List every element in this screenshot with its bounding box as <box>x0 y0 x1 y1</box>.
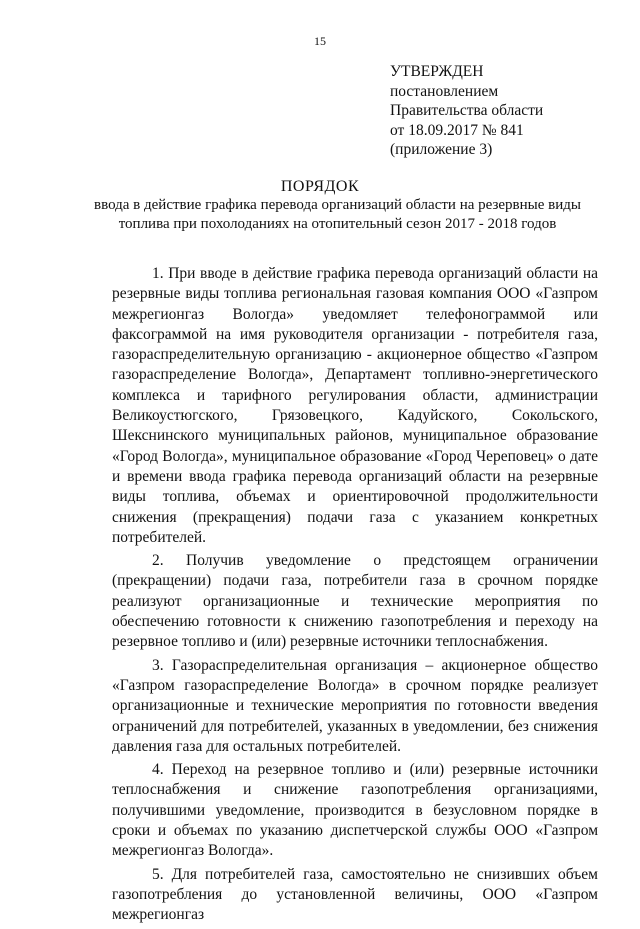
approval-line-government: Правительства области <box>390 102 544 119</box>
approval-line-date: от 18.09.2017 № 841 <box>390 121 524 139</box>
page-number: 15 <box>314 34 326 48</box>
approval-heading: УТВЕРЖДЕН <box>390 63 484 80</box>
paragraph-1: 1. При вводе в действие графика перевода организаций области на резервные виды топлива региональная газовая компания ООО «Газпром межрегионгаз Вологда» уведомляет телефонограммой или факсограммой на имя руководителя организации - потребителя газа, газораспределительную организацию - акционерное общество «Газпром газораспределение Вологда», Департамент топливно-энергетического комплекса и тарифного регулирования области, администрации Великоустюгского, Грязовецкого, Кадуйского, Сокольского, Шекснинского муниципальных районов, муниципальное образование «Город Вологда», муниципальное образование «Город Череповец» о дате и времени ввода графика перевода организаций области на резервные виды топлива, объемах и ориентировочной продолжительности снижения (прекращения) подачи газа с указанием конкретных потребителей. <box>112 265 598 546</box>
paragraph-4: 4. Переход на резервное топливо и (или) резервные источники теплоснабжения и снижение газопотребления организациями, получившими уведомление, производится в безусловном порядке в сроки и объемах по указанию диспетчерской службы ООО «Газпром межрегионгаз Вологда». <box>112 761 598 860</box>
approval-line-resolution: постановлением <box>390 82 499 100</box>
document-body <box>112 264 598 929</box>
paragraph-2: 2. Получив уведомление о предстоящем ограничении (прекращении) подачи газа, потребители газа в срочном порядке реализуют организационные и технические мероприятия по обеспечению готовности к снижению газопотребления и переходу на резервное топливо и (или) резервные источники теплоснабжения. <box>112 552 598 651</box>
approval-line-appendix: (приложение 3) <box>390 141 493 158</box>
paragraph-3: 3. Газораспределительная организация – акционерное общество «Газпром газораспределение Вологда» в срочном порядке реализует организационные и технические мероприятия по готовности введения ограничений для потребителей, указанных в уведомлении, без снижения давления газа для остальных потребителей. <box>112 656 598 755</box>
document-subtitle: ввода в действие графика перевода организаций области на резервные виды топлива при похолоданиях на отопительный сезон 2017 - 2018 годов <box>94 197 581 232</box>
approval-stamp <box>390 62 543 160</box>
document-title: ПОРЯДОК <box>280 178 360 195</box>
paragraph-5: 5. Для потребителей газа, самостоятельно не снизивших объем газопотребления до установленной величины, ООО «Газпром межрегионгаз <box>112 865 598 924</box>
